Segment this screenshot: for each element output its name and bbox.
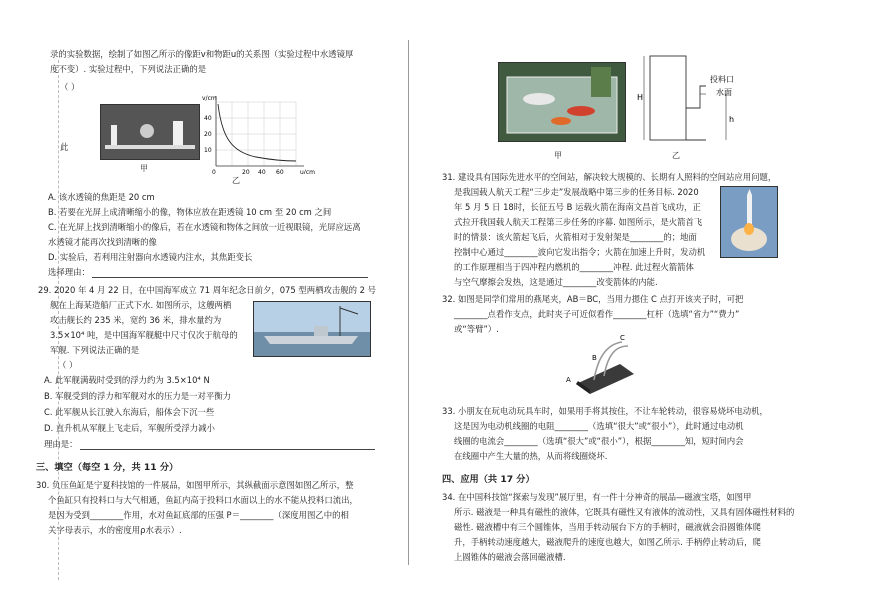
q34-line3: 磁性. 磁液槽中有三个圆锥体，当用手转动展台下方的手柄时，磁液就会沿圆锥体爬 <box>454 522 761 532</box>
q29-reason-label: 理由是： <box>44 439 78 449</box>
q28-line1: 录的实验数据，绘制了如图乙所示的像距v和物距u的关系图（实验过程中水透镜厚 <box>50 49 354 59</box>
q30-line2: 个鱼缸只有投料口与大气相通，鱼缸内高于投料口水面以上的水不能从投料口流出， <box>48 495 358 505</box>
fish-tank-diagram <box>636 50 766 150</box>
q29-line2: 舰在上海某造船厂正式下水. 如图所示，这艘两栖 <box>50 300 232 310</box>
column-divider <box>408 40 409 565</box>
q31-line6: 控制中心通过________波向它发出指令；火箭在加速上升时，发动机 <box>454 247 706 257</box>
q31-line8: 与空气摩擦会发热，这是通过________改变箭体的内能. <box>454 277 658 287</box>
q29-option-a: A. 此军舰满载时受到的浮力约为 3.5×10⁴ N <box>44 375 210 385</box>
q29-line5: 军舰. 下列说法正确的是 <box>50 345 140 355</box>
q30-line4: 关字母表示，水的密度用ρ水表示）. <box>48 525 182 535</box>
q28-fig-jia: 甲 <box>140 164 148 173</box>
q34-line2: 所示. 磁液是一种具有磁性的液体，它既具有磁性又有液体的流动性，又具有固体磁性材料的 <box>454 507 795 517</box>
q32-line2: ________点看作支点，此时夹子可近似看作________杠杆（选填“省力”“费力” <box>454 309 740 319</box>
tick-x-20: 20 <box>242 169 250 174</box>
axis-v-label: v/cm <box>202 95 217 102</box>
label-A: A <box>566 376 571 384</box>
lens-bench-illustration <box>101 105 199 159</box>
q33-line4: 在线圈中产生大量的热，从而将线圈烧坏. <box>454 451 608 461</box>
q31-line7: 的工作原理相当于四冲程内燃机的________冲程. 此过程火箭箭体 <box>454 262 694 272</box>
q33-line2: 这是因为电动机线圈的电阻________（选填“很大”或“很小”），此时通过电动机 <box>454 421 744 431</box>
warship-illustration <box>254 302 370 356</box>
q34-line5: 上圆锥体的磁液会落回磁液槽. <box>454 552 566 562</box>
q31-line1: 31. 建设具有国际先进水平的空间站，解决较大规模的、长期有人照料的空间站应用问题， <box>442 172 777 182</box>
right-fig-yi: 乙 <box>672 151 680 160</box>
tick-y-10: 10 <box>204 147 212 154</box>
q28-option-d: D. 实验后，若利用注射器向水透镜内注水，其焦距变长 <box>48 252 253 262</box>
q29-paren: （ ） <box>58 360 78 370</box>
q29-option-d: D. 直升机从军舰上飞走后，军舰所受浮力减小 <box>44 423 215 433</box>
q28-option-c-1: C. 在光屏上找到清晰缩小的像后，若在水透镜和物体之间放一近视眼镜，光屏应远离 <box>48 222 361 232</box>
q28-side-char: 此 <box>60 142 69 152</box>
label-C: C <box>620 334 625 342</box>
tick-x-0: 0 <box>212 169 216 174</box>
q33-line3: 线圈的电流会________（选填“很大”或“很小”），根据________知，短时间内会 <box>454 436 744 446</box>
q29-line3: 攻击舰长约 235 米，宽约 36 米，排水量约为 <box>50 315 222 325</box>
q32-line1: 32. 如图是同学们常用的燕尾夹，AB＝BC，当用力摁住 C 点打开该夹子时，可把 <box>442 294 744 304</box>
tick-y-20: 20 <box>204 131 212 138</box>
q29-reason-blank <box>80 449 375 450</box>
q28-fig-yi: 乙 <box>232 176 240 185</box>
q28-reason-blank <box>92 277 368 278</box>
q29-ship-photo <box>253 301 371 357</box>
q31-line3: 年 5 月 5 日 18时，长征五号 B 运载火箭在海南文昌首飞成功，正 <box>454 202 701 212</box>
right-fig-jia: 甲 <box>554 151 562 160</box>
tick-x-60: 60 <box>276 169 284 174</box>
label-B: B <box>592 354 597 362</box>
q30-line1: 30. 负压鱼缸是宁夏科技馆的一件展品，如图甲所示，其纵截面示意图如图乙所示，整 <box>36 480 354 490</box>
q30-line3: 是因为受到________作用，水对鱼缸底部的压强 P＝________（深度用图乙中的相 <box>48 510 349 520</box>
rocket-illustration <box>721 187 777 257</box>
section-4-heading: 四、应用（共 17 分） <box>442 474 535 485</box>
q28-option-b: B. 若要在光屏上成清晰缩小的像，物体应放在距透镜 10 cm 至 20 cm 之间 <box>48 207 332 217</box>
q29-line4: 3.5×10⁴ 吨，是中国海军舰艇中尺寸仅次于航母的 <box>50 330 238 340</box>
q28-graph <box>196 92 316 178</box>
axis-u-label: u/cm <box>300 169 315 174</box>
label-water-surface: 水面 <box>716 88 732 97</box>
q31-line2: 是我国载人航天工程“三步走”发展战略中第三步的任务目标. 2020 <box>454 187 699 197</box>
rocket-launch-photo <box>720 186 778 258</box>
q28-paren: （ ） <box>60 82 80 92</box>
q29-line1: 29. 2020 年 4 月 22 日，在中国海军成立 71 周年纪念日前夕，075 型两栖攻击舰的 2 号 <box>38 285 376 295</box>
tick-x-40: 40 <box>258 169 266 174</box>
fish-tank-photo <box>498 62 626 142</box>
q28-reason-label: 选择理由： <box>48 267 90 277</box>
q28-line2: 度不变）. 实验过程中，下列说法正确的是 <box>50 64 207 74</box>
q33-line1: 33. 小朋友在玩电动玩具车时，如果用手将其按住，不让车轮转动，很容易烧坏电动机， <box>442 406 768 416</box>
q29-option-b: B. 军舰受到的浮力和军舰对水的压力是一对平衡力 <box>44 391 231 401</box>
label-h: h <box>729 115 735 124</box>
fish-tank-illustration <box>499 63 625 141</box>
q31-line5: 时的情景：该火箭起飞后，火箭相对于发射架是________的；地面 <box>454 232 697 242</box>
q34-line4: 升，手柄转动速度越大，磁液爬升的速度也越大，如图乙所示. 手柄停止转动后，爬 <box>454 537 761 547</box>
label-feed-inlet: 投料口 <box>710 75 734 84</box>
q28-photo <box>100 104 200 160</box>
q31-line4: 式拉开我国载人航天工程第三步任务的序幕. 如图所示，是火箭首飞 <box>454 217 703 227</box>
section-3-heading: 三、填空（每空 1 分，共 11 分） <box>36 462 179 473</box>
label-H: H <box>637 93 644 102</box>
binder-clip-figure <box>564 334 654 402</box>
tick-y-40: 40 <box>204 115 212 122</box>
q28-option-a: A. 该水透镜的焦距是 20 cm <box>48 192 155 202</box>
q32-line3: 或“等臂”）. <box>454 324 499 334</box>
q29-option-c: C. 此军舰从长江驶入东海后，船体会下沉一些 <box>44 407 215 417</box>
q34-line1: 34. 在中国科技馆“探索与发现”展厅里，有一件十分神奇的展品—磁液宝塔，如图甲 <box>442 492 752 502</box>
q28-option-c-2: 水透镜才能再次找到清晰的像 <box>48 237 157 247</box>
